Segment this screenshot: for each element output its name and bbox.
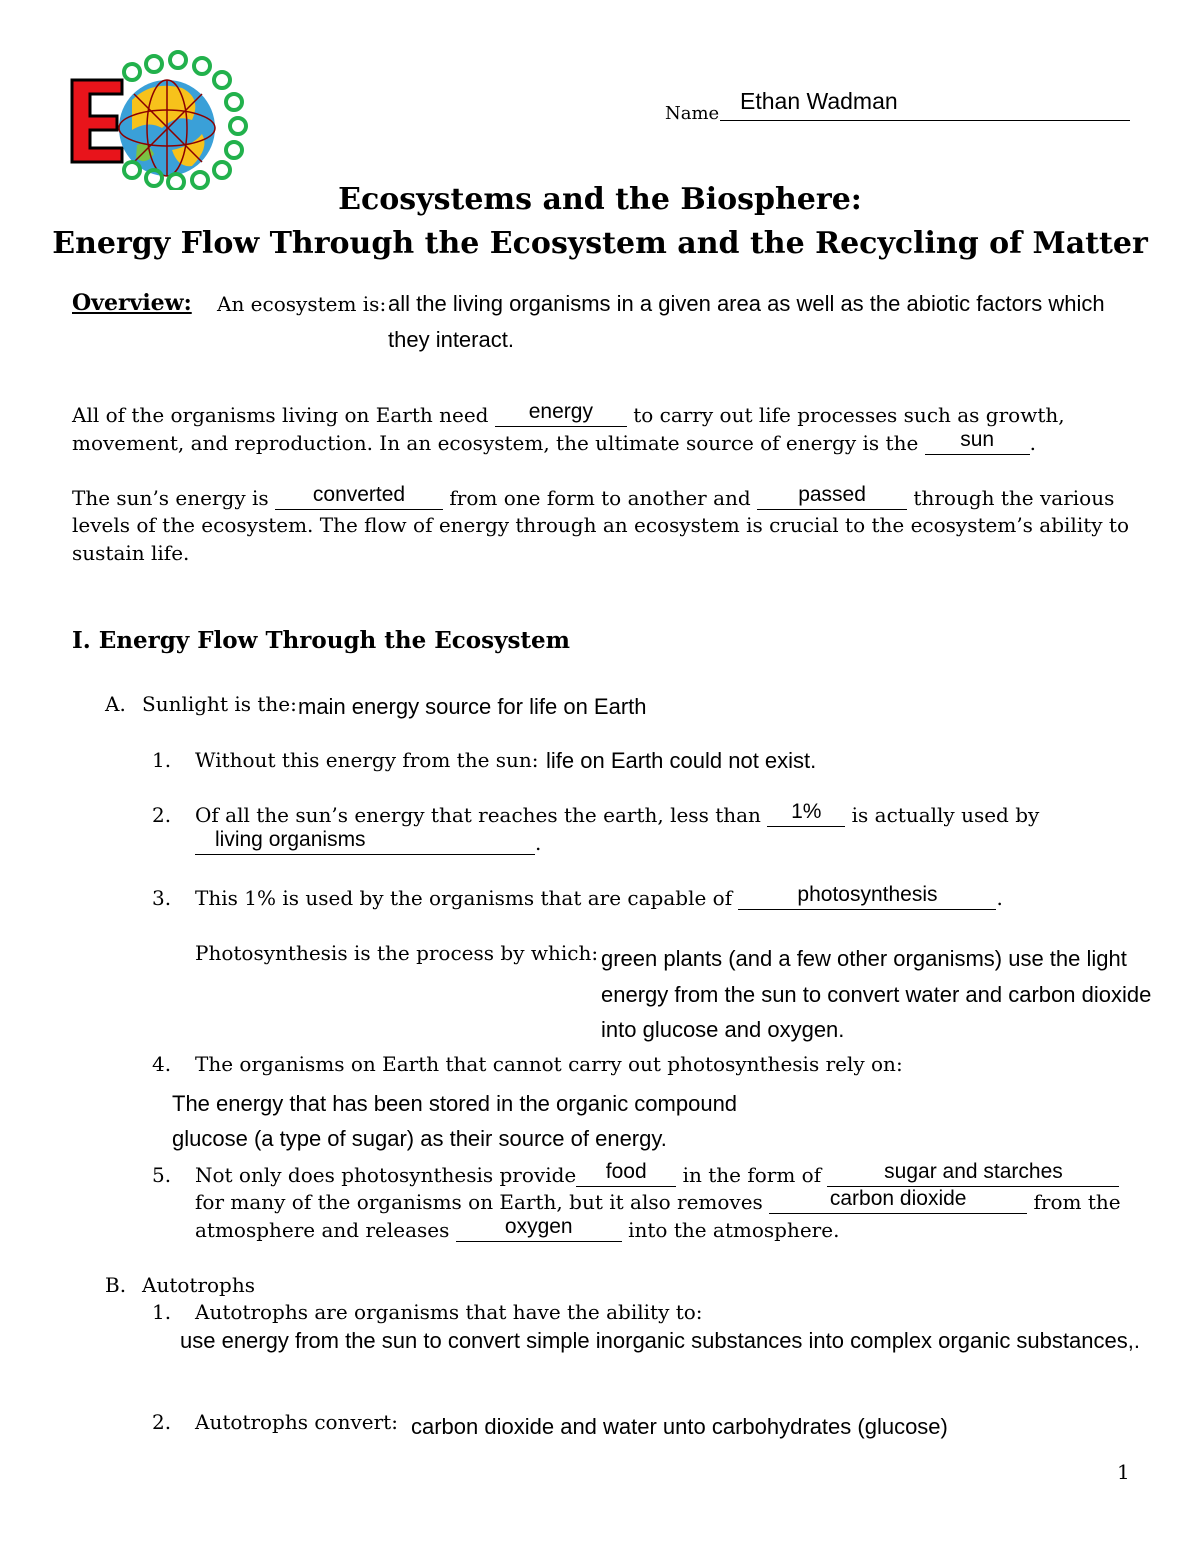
para2-line1	[72, 483, 1115, 510]
item1-num: 1.	[152, 748, 172, 772]
item-A-prompt: Sunlight is the:	[142, 692, 297, 716]
item2-line1	[195, 800, 1040, 827]
text: from one form to another and	[449, 486, 751, 510]
photo-answer-3: into glucose and oxygen.	[601, 1017, 845, 1042]
text: .	[535, 831, 542, 855]
item3-line1	[195, 883, 1003, 910]
answer: converted	[312, 483, 406, 506]
blank-photosynthesis[interactable]	[738, 883, 996, 910]
para1-line1	[72, 400, 1065, 427]
item1-answer: life on Earth could not exist.	[546, 748, 817, 773]
text: atmosphere and releases	[195, 1218, 450, 1242]
item-B-marker: B.	[105, 1273, 127, 1297]
photo-answer-2: energy from the sun to convert water and carbon dioxide	[601, 982, 1152, 1007]
item1-prompt: Without this energy from the sun:	[195, 748, 539, 772]
text: The sun’s energy is	[72, 486, 269, 510]
name-label: Name	[665, 103, 720, 124]
answer: living organisms	[215, 828, 366, 851]
item2-line2	[195, 828, 542, 855]
section-heading: I. Energy Flow Through the Ecosystem	[72, 627, 570, 654]
text: This 1% is used by the organisms that are capable of	[195, 886, 733, 910]
item-A-marker: A.	[105, 692, 126, 716]
name-field[interactable]	[720, 86, 1130, 121]
answer: oxygen	[504, 1215, 573, 1238]
photo-prompt: Photosynthesis is the process by which:	[195, 941, 599, 965]
page-title	[0, 178, 1200, 266]
text: Of all the sun’s energy that reaches the earth, less than	[195, 803, 761, 827]
item5-line2	[195, 1187, 1121, 1214]
blank-living-organisms[interactable]	[195, 828, 535, 855]
answer: sun	[960, 428, 995, 451]
overview-answer-2: they interact.	[388, 327, 514, 352]
text: into the atmosphere.	[628, 1218, 840, 1242]
item4-answer-2: glucose (a type of sugar) as their source of energy.	[172, 1126, 667, 1151]
overview-label: Overview:	[72, 290, 192, 316]
B-item2-answer: carbon dioxide and water unto carbohydrates (glucose)	[411, 1414, 948, 1439]
item2-num: 2.	[152, 803, 172, 827]
photo-answer-1: green plants (and a few other organisms) use the light	[601, 946, 1127, 971]
para1-line2	[72, 428, 1036, 455]
text: to carry out life processes such as growth,	[633, 403, 1065, 427]
B-item1-answer: use energy from the sun to convert simple inorganic substances into complex organic substances,.	[180, 1328, 1140, 1353]
item5-num: 5.	[152, 1163, 172, 1187]
answer: carbon dioxide	[829, 1187, 967, 1210]
item4-num: 4.	[152, 1052, 172, 1076]
blank-sugar[interactable]	[827, 1160, 1119, 1187]
text: Not only does photosynthesis provide	[195, 1163, 577, 1187]
blank-food[interactable]	[576, 1160, 676, 1187]
blank-percent[interactable]	[767, 800, 845, 827]
blank-converted[interactable]	[275, 483, 443, 510]
text: from the	[1033, 1190, 1121, 1214]
item5-line3	[195, 1215, 840, 1242]
blank-sun[interactable]	[925, 428, 1030, 455]
blank-passed[interactable]	[757, 483, 907, 510]
item4-prompt: The organisms on Earth that cannot carry out photosynthesis rely on:	[195, 1052, 903, 1076]
item-B-label: Autotrophs	[142, 1273, 255, 1297]
B-item1-num: 1.	[152, 1300, 172, 1324]
blank-energy[interactable]	[495, 400, 627, 427]
item-A-answer: main energy source for life on Earth	[298, 694, 647, 719]
logo	[62, 50, 252, 190]
text: .	[996, 886, 1003, 910]
page-number: 1	[1117, 1460, 1130, 1484]
B-item1-prompt: Autotrophs are organisms that have the ability to:	[195, 1300, 703, 1324]
text: All of the organisms living on Earth need	[72, 403, 489, 427]
para2-line2: levels of the ecosystem. The flow of energy through an ecosystem is crucial to the ecosystem’s ability to	[72, 513, 1129, 537]
answer: food	[605, 1160, 647, 1183]
text: in the form of	[682, 1163, 822, 1187]
title-line-1: Ecosystems and the Biosphere:	[338, 182, 862, 217]
answer: passed	[798, 483, 866, 506]
blank-oxygen[interactable]	[456, 1215, 622, 1242]
B-item2-prompt: Autotrophs convert:	[195, 1410, 398, 1434]
answer: sugar and starches	[884, 1160, 1063, 1183]
blank-carbon-dioxide[interactable]	[769, 1187, 1027, 1214]
text: through the various	[913, 486, 1115, 510]
B-item2-num: 2.	[152, 1410, 172, 1434]
item4-answer-1: The energy that has been stored in the organic compound	[172, 1091, 738, 1116]
name-value: Ethan Wadman	[740, 88, 898, 114]
overview-prompt: An ecosystem is:	[217, 292, 387, 316]
text: for many of the organisms on Earth, but it also removes	[195, 1190, 763, 1214]
title-line-2: Energy Flow Through the Ecosystem and the Recycling of Matter	[52, 226, 1148, 261]
overview-answer-1: all the living organisms in a given area as well as the abiotic factors which	[388, 291, 1105, 316]
item5-line1	[195, 1160, 1119, 1187]
text: is actually used by	[851, 803, 1040, 827]
para2-line3: sustain life.	[72, 541, 190, 565]
answer: photosynthesis	[797, 883, 938, 906]
answer: energy	[528, 400, 593, 423]
item3-num: 3.	[152, 886, 172, 910]
globe-logo-icon	[62, 50, 252, 190]
text: .	[1029, 431, 1036, 455]
text: movement, and reproduction. In an ecosystem, the ultimate source of energy is the	[72, 431, 919, 455]
answer: 1%	[791, 800, 822, 823]
